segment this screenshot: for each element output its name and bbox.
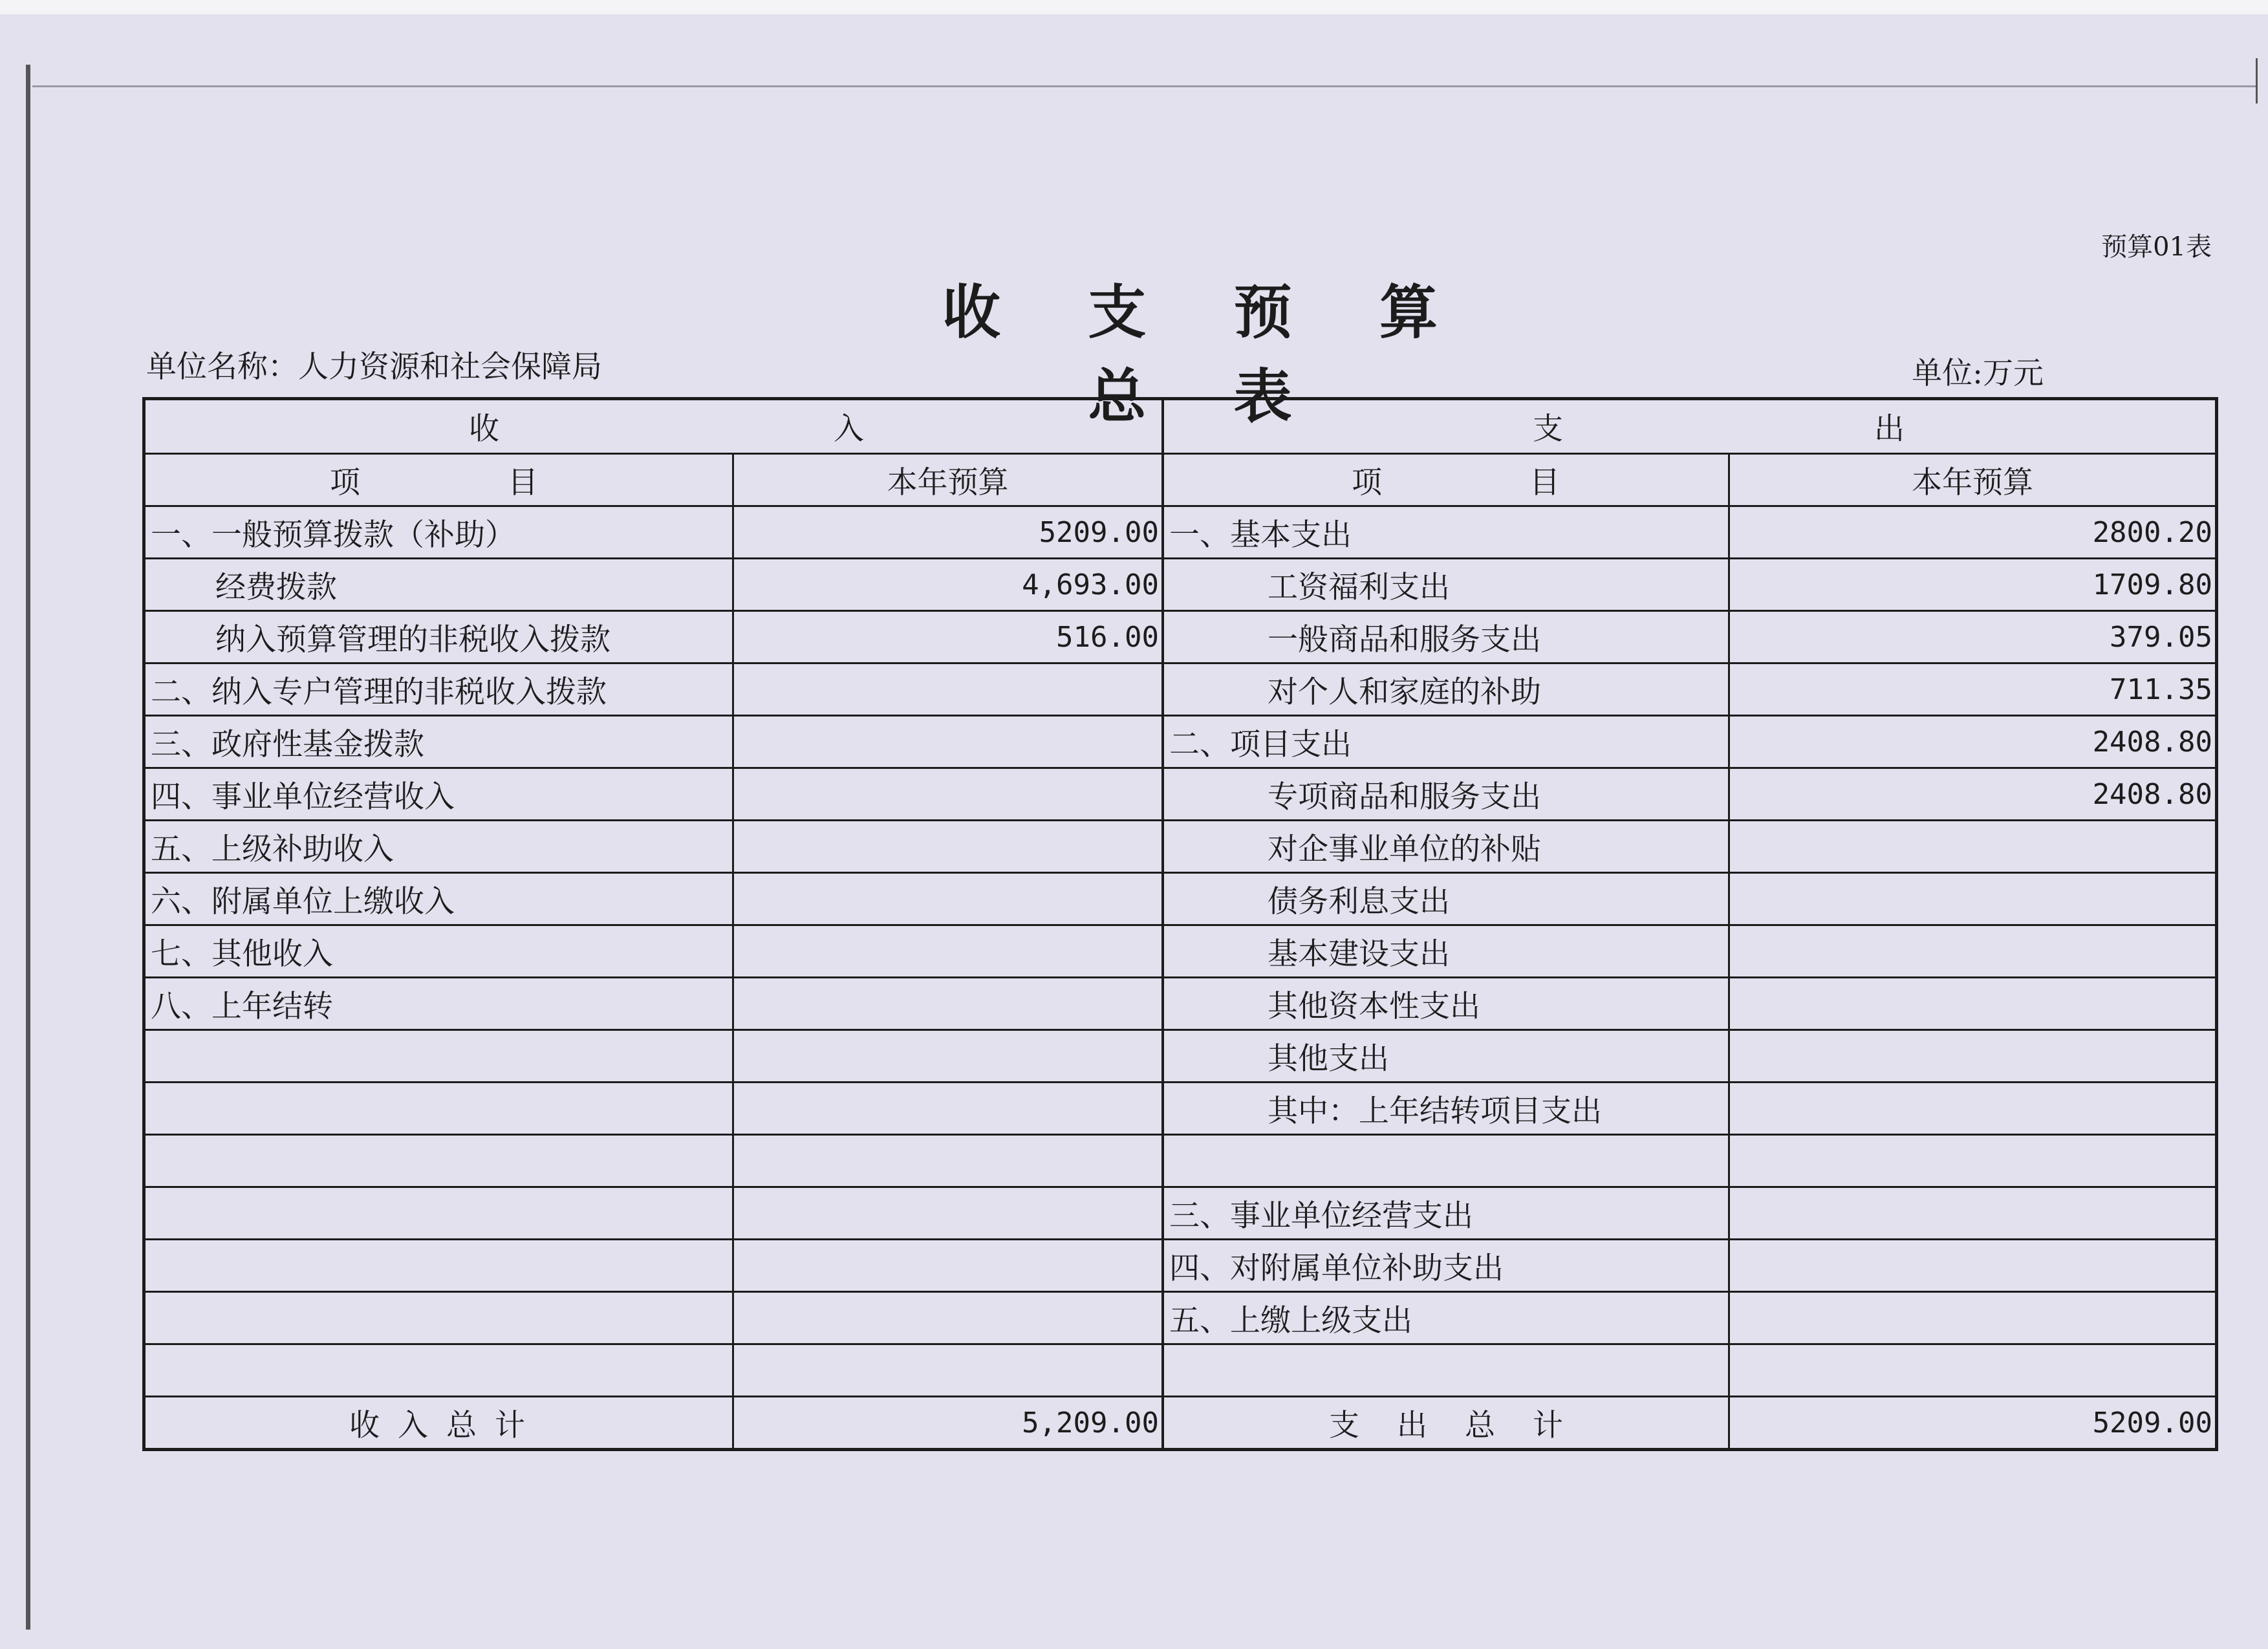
- total-label-char: 总: [446, 1407, 477, 1443]
- income-amount: [732, 1293, 1161, 1343]
- page-edge-right: [2256, 58, 2258, 103]
- expense-amount: [1728, 926, 2215, 976]
- expense-item: [1161, 1136, 1728, 1186]
- expense-amount: [1728, 874, 2215, 924]
- total-label-char: 入: [398, 1407, 428, 1443]
- table-row: [146, 1343, 2215, 1396]
- item-header-char: 目: [1529, 464, 1560, 501]
- income-item: 经费拨款: [215, 569, 337, 605]
- table-row: [146, 505, 2215, 557]
- expense-amount: 2800.20: [1728, 507, 2215, 557]
- expense-amount: 2408.80: [1728, 717, 2215, 767]
- table-row: [146, 924, 2215, 976]
- table-row: [146, 1029, 2215, 1081]
- expense-item-header: [1161, 455, 1728, 505]
- expense-item: 一般商品和服务支出: [1161, 612, 1728, 662]
- expense-amount: [1728, 1293, 2215, 1343]
- income-item-header: [146, 455, 732, 505]
- table-row: [146, 767, 2215, 819]
- unit-name: 单位名称：人力资源和社会保障局: [146, 349, 602, 385]
- income-amount: [732, 874, 1161, 924]
- page-title: 收 支 预 算 总 表: [942, 278, 1471, 431]
- expense-amount: 1709.80: [1728, 559, 2215, 610]
- form-number: 预算01表: [2101, 232, 2212, 262]
- item-header-char: 目: [508, 464, 538, 501]
- expense-header-char: 出: [1874, 411, 1905, 447]
- expense-amount: [1728, 978, 2215, 1029]
- expense-item: 工资福利支出: [1161, 559, 1728, 610]
- income-amount: [732, 821, 1161, 872]
- expense-amount: [1728, 1240, 2215, 1291]
- page-edge-top: [32, 85, 2257, 87]
- expense-amount: [1728, 1136, 2215, 1186]
- income-item: 五、上级补助收入: [151, 831, 394, 867]
- expense-budget-header: 本年预算: [1728, 455, 2215, 505]
- expense-item: 对个人和家庭的补助: [1161, 664, 1728, 715]
- expense-item: 基本建设支出: [1161, 926, 1728, 976]
- income-amount: [732, 926, 1161, 976]
- expense-total-amount: 5209.00: [1728, 1397, 2215, 1448]
- total-label-char: 计: [1533, 1407, 1563, 1443]
- table-row: [146, 872, 2215, 924]
- table-row: [146, 715, 2215, 767]
- total-label-char: 总: [1465, 1407, 1495, 1443]
- income-item: 八、上年结转: [151, 988, 333, 1024]
- expense-item: 五、上缴上级支出: [1161, 1293, 1728, 1343]
- income-header: [146, 400, 1161, 453]
- table-row: [146, 1186, 2215, 1238]
- income-total-amount: 5,209.00: [732, 1397, 1161, 1448]
- income-amount: 5209.00: [732, 507, 1161, 557]
- expense-item: 四、对附属单位补助支出: [1161, 1240, 1728, 1291]
- expense-amount: [1728, 1083, 2215, 1134]
- expense-amount: [1728, 1031, 2215, 1081]
- income-item: 六、附属单位上缴收入: [151, 883, 455, 920]
- table-header-row-1: [146, 400, 2215, 453]
- income-amount: [732, 1240, 1161, 1291]
- expense-item: 债务利息支出: [1161, 874, 1728, 924]
- currency-unit: 单位:万元: [1912, 356, 2044, 391]
- expense-item: 其他资本性支出: [1161, 978, 1728, 1029]
- expense-item: 二、项目支出: [1161, 717, 1728, 767]
- page-edge-left: [26, 65, 30, 1630]
- expense-item: 专项商品和服务支出: [1161, 769, 1728, 819]
- table-row: [146, 557, 2215, 610]
- expense-amount: 2408.80: [1728, 769, 2215, 819]
- table-row: [146, 976, 2215, 1029]
- income-amount: [732, 1031, 1161, 1081]
- total-label-char: 出: [1397, 1407, 1427, 1443]
- income-amount: [732, 1345, 1161, 1396]
- income-budget-header: 本年预算: [732, 455, 1161, 505]
- income-amount: [732, 664, 1161, 715]
- expense-amount: [1728, 1345, 2215, 1396]
- budget-table: [142, 397, 2218, 1451]
- income-amount: [732, 1083, 1161, 1134]
- income-amount: [732, 978, 1161, 1029]
- income-amount: 516.00: [732, 612, 1161, 662]
- table-row: [146, 610, 2215, 662]
- expense-amount: 711.35: [1728, 664, 2215, 715]
- expense-item: [1161, 1345, 1728, 1396]
- expense-item: 三、事业单位经营支出: [1161, 1188, 1728, 1238]
- expense-amount: [1728, 1188, 2215, 1238]
- table-row: [146, 1238, 2215, 1291]
- income-item: 一、一般预算拨款（补助）: [151, 517, 515, 553]
- income-item: [146, 1293, 732, 1343]
- income-header-char: 入: [834, 411, 864, 447]
- income-item: [146, 1240, 732, 1291]
- total-label-char: 收: [349, 1407, 380, 1443]
- table-row: [146, 819, 2215, 872]
- scan-top-margin: [0, 0, 2268, 14]
- income-item: [146, 1083, 732, 1134]
- income-item: [146, 1188, 732, 1238]
- item-header-char: 项: [330, 464, 360, 501]
- income-item: 七、其他收入: [151, 936, 333, 972]
- income-item: [146, 1031, 732, 1081]
- table-row: [146, 1134, 2215, 1186]
- income-amount: [732, 717, 1161, 767]
- income-item: [146, 1345, 732, 1396]
- income-item: 二、纳入专户管理的非税收入拨款: [151, 674, 607, 710]
- expense-header: [1161, 400, 2215, 453]
- expense-item: 其中：上年结转项目支出: [1161, 1083, 1728, 1134]
- total-label-char: 支: [1329, 1407, 1359, 1443]
- income-amount: 4,693.00: [732, 559, 1161, 610]
- income-item: [146, 1136, 732, 1186]
- total-label-char: 计: [495, 1407, 525, 1443]
- table-row: [146, 1081, 2215, 1134]
- expense-item: 其他支出: [1161, 1031, 1728, 1081]
- expense-header-char: 支: [1533, 411, 1563, 447]
- table-header-row-2: [146, 453, 2215, 505]
- expense-amount: 379.05: [1728, 612, 2215, 662]
- income-header-char: 收: [469, 411, 499, 447]
- income-amount: [732, 1136, 1161, 1186]
- table-row: [146, 1291, 2215, 1343]
- income-item: 纳入预算管理的非税收入拨款: [215, 621, 610, 658]
- income-amount: [732, 769, 1161, 819]
- table-body: [146, 505, 2215, 1396]
- expense-item: 对企事业单位的补贴: [1161, 821, 1728, 872]
- expense-amount: [1728, 821, 2215, 872]
- expense-item: 一、基本支出: [1161, 507, 1728, 557]
- income-item: 四、事业单位经营收入: [151, 779, 455, 815]
- income-item: 三、政府性基金拨款: [151, 726, 424, 762]
- table-row: [146, 662, 2215, 715]
- income-total-label: [146, 1397, 732, 1448]
- item-header-char: 项: [1352, 464, 1382, 501]
- expense-total-label: [1161, 1397, 1728, 1448]
- totals-row: [146, 1396, 2215, 1448]
- income-amount: [732, 1188, 1161, 1238]
